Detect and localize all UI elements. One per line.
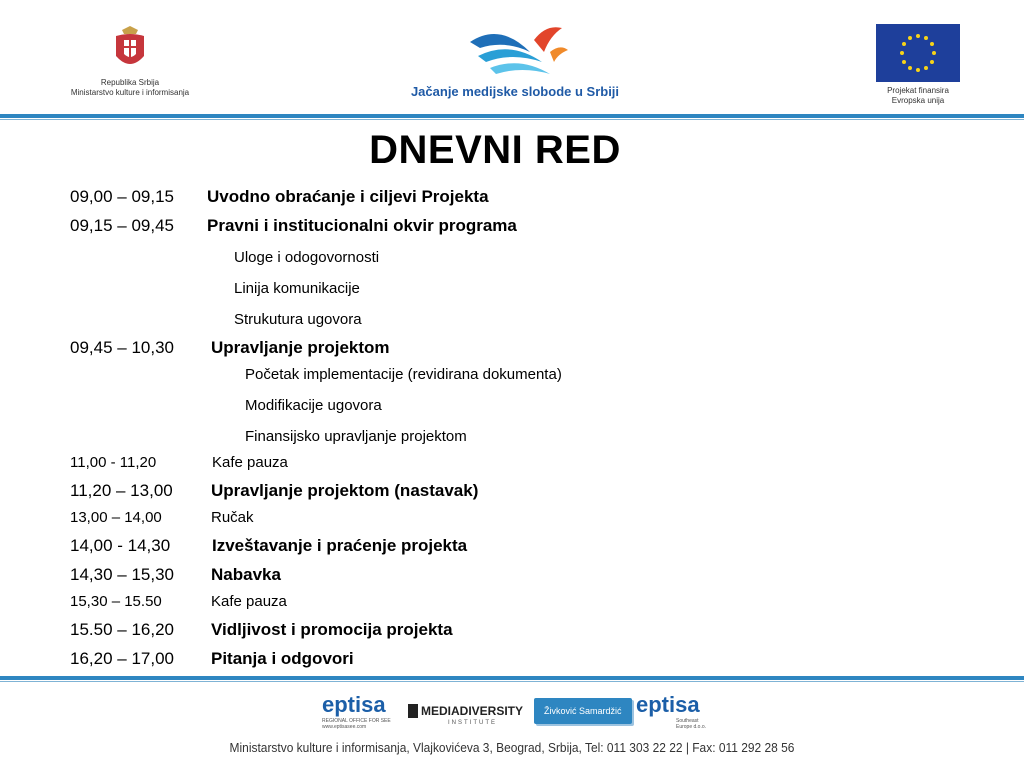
agenda-activity: Nabavka xyxy=(211,565,281,584)
agenda-subitem-text: Finansijsko upravljanje projektom xyxy=(245,428,467,445)
agenda-time: 09,00 – 09,15 xyxy=(70,187,174,206)
agenda-activity: Upravljanje projektom (nastavak) xyxy=(211,481,479,500)
mdi-name2: DIVERSITY xyxy=(459,704,524,718)
agenda-subitem-text: Modifikacije ugovora xyxy=(245,397,382,414)
agenda-activity: Pravni i institucionalni okvir programa xyxy=(207,216,517,235)
agenda-time: 11,20 – 13,00 xyxy=(70,481,173,500)
footer-address: Ministarstvo kulture i informisanja, Vlajkovićeva 3, Beograd, Srbija, Tel: 011 303 22 22 | Fax: 011 292 28 56 xyxy=(229,740,795,755)
agenda-time: 11,00 - 11,20 xyxy=(70,454,157,471)
agenda-activity: Kafe pauza xyxy=(211,593,287,610)
eu-line2: Evropska unija xyxy=(891,96,945,105)
agenda-activity: Ručak xyxy=(211,509,254,526)
agenda-time: 16,20 – 17,00 xyxy=(70,649,174,668)
eptisa-sub2: Europe d.o.o. xyxy=(676,724,707,730)
agenda-time: 13,00 – 14,00 xyxy=(70,509,162,526)
eptisa-sub2: www.eptisasee.com xyxy=(322,724,367,730)
mdi-sub: INSTITUTE xyxy=(448,720,497,726)
agenda-time: 14,00 - 14,30 xyxy=(70,536,171,555)
agenda-activity: Uvodno obraćanje i ciljevi Projekta xyxy=(207,187,489,206)
agenda-time: 15,30 – 15.50 xyxy=(70,593,162,610)
eptisa-regional-logo xyxy=(322,692,391,732)
agenda-subitem-text: Strukutura ugovora xyxy=(234,311,362,328)
ministry-line1: Republika Srbija xyxy=(100,78,160,87)
agenda-activity: Pitanja i odgovori xyxy=(211,649,354,668)
agenda-activity: Kafe pauza xyxy=(212,454,288,471)
agenda-subitem-text: Linija komunikacije xyxy=(234,280,360,297)
agenda-time: 14,30 – 15,30 xyxy=(70,565,174,584)
agenda-time: 15.50 – 16,20 xyxy=(70,620,174,639)
footer-divider-thin xyxy=(0,681,1024,682)
page-title: DNEVNI RED xyxy=(369,128,621,172)
mdi-mark-icon xyxy=(408,704,418,718)
zs-wordmark: Živković Samardžić xyxy=(534,698,632,724)
agenda-time: 09,45 – 10,30 xyxy=(70,338,174,357)
eptisa-wordmark: eptisa xyxy=(322,692,386,717)
mdi-name1: MEDIA xyxy=(421,704,460,718)
zivkovic-samardzic-logo xyxy=(534,698,632,738)
eu-line1: Projekat finansira xyxy=(887,86,949,95)
agenda-activity: Izveštavanje i praćenje projekta xyxy=(212,536,468,555)
eptisa-wordmark: eptisa xyxy=(636,692,700,717)
agenda-subitem-text: Uloge i odogovornosti xyxy=(234,249,380,266)
agenda-activity: Upravljanje projektom xyxy=(211,338,390,357)
eptisa-sub1: REGIONAL OFFICE FOR SEE xyxy=(322,718,391,724)
partner-logos xyxy=(0,692,1024,732)
eptisa-see-logo xyxy=(636,692,706,732)
media-diversity-logo xyxy=(408,702,523,742)
agenda-time: 09,15 – 09,45 xyxy=(70,216,174,235)
eptisa-sub1: Southeast xyxy=(676,718,699,724)
project-logo-text: Jačanje medijske slobode u Srbiji xyxy=(410,84,620,99)
agenda-activity: Vidljivost i promocija projekta xyxy=(211,620,453,639)
ministry-line2: Ministarstvo kulture i informisanja xyxy=(70,88,190,97)
agenda-subitem-text: Početak implementacije (revidirana dokumenta) xyxy=(245,366,562,383)
footer-divider xyxy=(0,676,1024,680)
